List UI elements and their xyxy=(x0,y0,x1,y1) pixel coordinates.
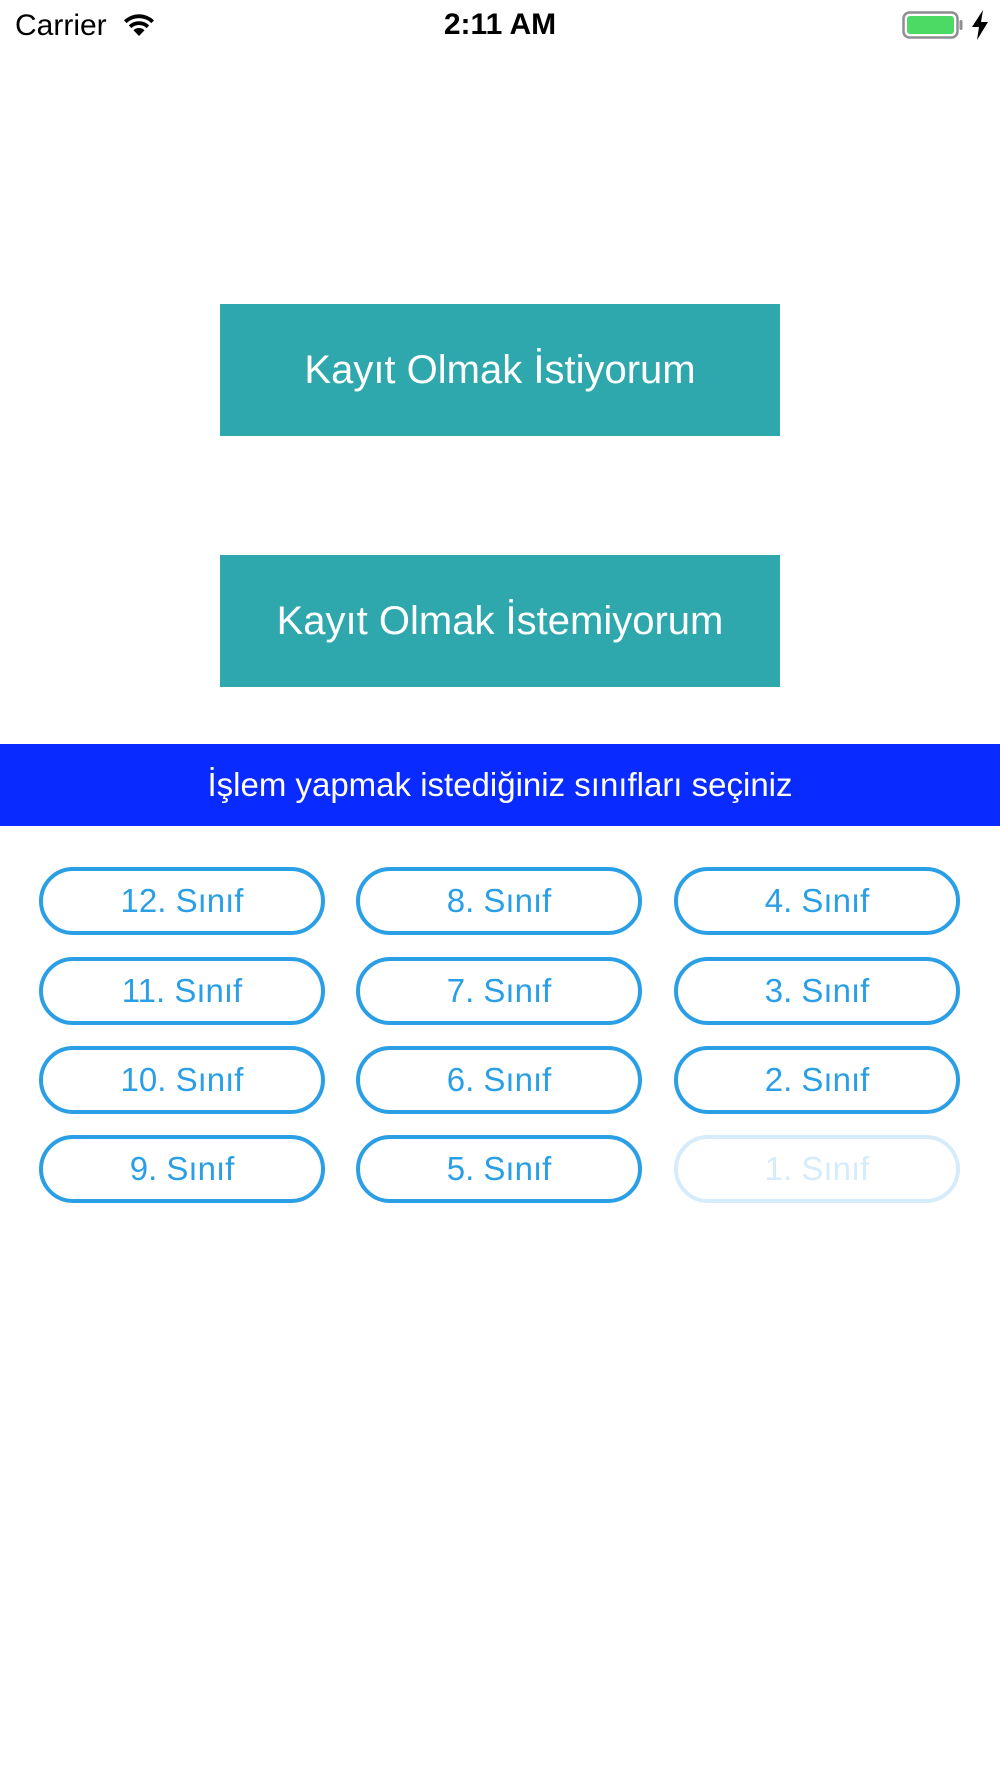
no-register-button[interactable]: Kayıt Olmak İstemiyorum xyxy=(220,555,780,687)
grade-button-7[interactable]: 7. Sınıf xyxy=(356,957,642,1025)
battery-icon xyxy=(902,11,964,39)
grade-button-9[interactable]: 9. Sınıf xyxy=(39,1135,325,1203)
grade-button-6[interactable]: 6. Sınıf xyxy=(356,1046,642,1114)
carrier-label: Carrier xyxy=(15,9,107,42)
grade-button-11[interactable]: 11. Sınıf xyxy=(39,957,325,1025)
clock: 2:11 AM xyxy=(443,8,557,41)
status-bar xyxy=(0,0,1000,52)
grade-button-4[interactable]: 4. Sınıf xyxy=(674,867,960,935)
grade-button-12[interactable]: 12. Sınıf xyxy=(39,867,325,935)
charging-bolt-icon xyxy=(970,9,990,41)
grade-button-8[interactable]: 8. Sınıf xyxy=(356,867,642,935)
register-button[interactable]: Kayıt Olmak İstiyorum xyxy=(220,304,780,436)
select-grades-banner: İşlem yapmak istediğiniz sınıfları seçiniz xyxy=(0,744,1000,826)
grade-button-1: 1. Sınıf xyxy=(674,1135,960,1203)
grade-button-2[interactable]: 2. Sınıf xyxy=(674,1046,960,1114)
grade-grid xyxy=(39,867,961,1207)
grade-button-3[interactable]: 3. Sınıf xyxy=(674,957,960,1025)
grade-button-5[interactable]: 5. Sınıf xyxy=(356,1135,642,1203)
grade-button-10[interactable]: 10. Sınıf xyxy=(39,1046,325,1114)
